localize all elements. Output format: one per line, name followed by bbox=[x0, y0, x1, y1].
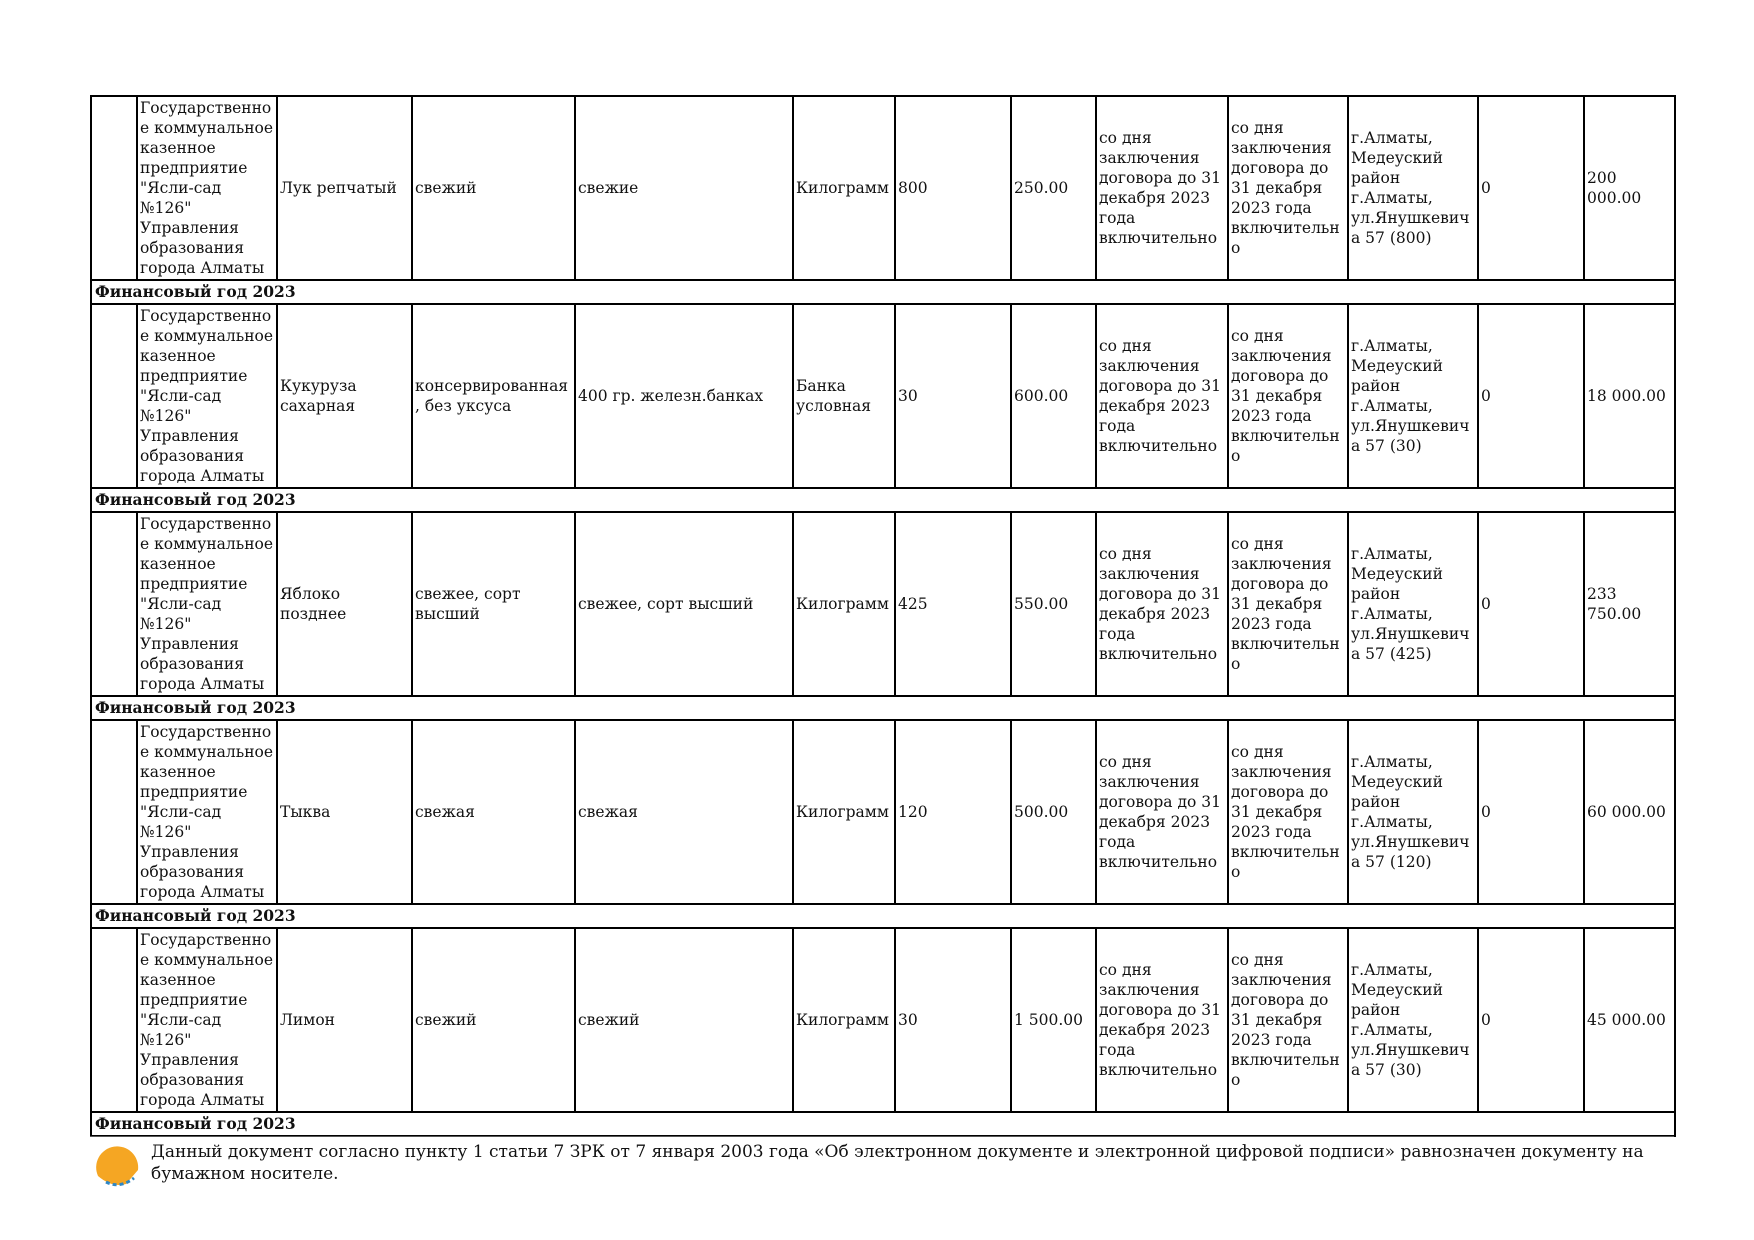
financial-year-label: Финансовый год 2023 bbox=[91, 1112, 1675, 1136]
customer-cell: Государственное коммунальное казенное предприятие "Ясли-сад №126" Управления образования города Алматы bbox=[137, 928, 277, 1112]
advance-cell: 0 bbox=[1478, 96, 1584, 280]
sum-cell: 60 000.00 bbox=[1584, 720, 1675, 904]
delivery-term-cell: со дня заключения договора до 31 декабря 2023 года включительно bbox=[1096, 96, 1228, 280]
delivery-term-cell: со дня заключения договора до 31 декабря 2023 года включительно bbox=[1096, 304, 1228, 488]
short-spec-cell: консервированная, без уксуса bbox=[412, 304, 575, 488]
full-spec-cell: свежие bbox=[575, 96, 793, 280]
table-body bbox=[91, 96, 1675, 1136]
short-spec-cell: свежий bbox=[412, 928, 575, 1112]
customer-cell: Государственное коммунальное казенное предприятие "Ясли-сад №126" Управления образования города Алматы bbox=[137, 96, 277, 280]
footer-divider bbox=[90, 1136, 1674, 1137]
unit-cell: Килограмм bbox=[793, 96, 895, 280]
sum-cell: 233 750.00 bbox=[1584, 512, 1675, 696]
price-cell: 1 500.00 bbox=[1011, 928, 1096, 1112]
table-row bbox=[91, 928, 1675, 1112]
short-spec-cell: свежая bbox=[412, 720, 575, 904]
item-name-cell: Тыква bbox=[277, 720, 412, 904]
sum-cell: 18 000.00 bbox=[1584, 304, 1675, 488]
delivery-place-cell: г.Алматы, Медеуский район г.Алматы, ул.Янушкевича 57 (30) bbox=[1348, 304, 1478, 488]
delivery-place-cell: г.Алматы, Медеуский район г.Алматы, ул.Янушкевича 57 (800) bbox=[1348, 96, 1478, 280]
contract-term-cell: со дня заключения договора до 31 декабря 2023 года включительно bbox=[1228, 96, 1348, 280]
item-name-cell: Лимон bbox=[277, 928, 412, 1112]
unit-cell: Килограмм bbox=[793, 720, 895, 904]
item-name-cell: Яблоко позднее bbox=[277, 512, 412, 696]
contract-term-cell: со дня заключения договора до 31 декабря 2023 года включительно bbox=[1228, 304, 1348, 488]
customer-cell: Государственное коммунальное казенное предприятие "Ясли-сад №126" Управления образования города Алматы bbox=[137, 720, 277, 904]
quantity-cell: 30 bbox=[895, 304, 1011, 488]
financial-year-label: Финансовый год 2023 bbox=[91, 696, 1675, 720]
financial-year-row bbox=[91, 488, 1675, 512]
row-index-cell bbox=[91, 512, 137, 696]
row-index-cell bbox=[91, 304, 137, 488]
financial-year-row bbox=[91, 904, 1675, 928]
advance-cell: 0 bbox=[1478, 512, 1584, 696]
sum-cell: 45 000.00 bbox=[1584, 928, 1675, 1112]
delivery-term-cell: со дня заключения договора до 31 декабря 2023 года включительно bbox=[1096, 512, 1228, 696]
row-index-cell bbox=[91, 928, 137, 1112]
item-name-cell: Лук репчатый bbox=[277, 96, 412, 280]
financial-year-label: Финансовый год 2023 bbox=[91, 488, 1675, 512]
contract-term-cell: со дня заключения договора до 31 декабря 2023 года включительно bbox=[1228, 720, 1348, 904]
delivery-place-cell: г.Алматы, Медеуский район г.Алматы, ул.Янушкевича 57 (425) bbox=[1348, 512, 1478, 696]
short-spec-cell: свежий bbox=[412, 96, 575, 280]
financial-year-label: Финансовый год 2023 bbox=[91, 904, 1675, 928]
financial-year-row bbox=[91, 1112, 1675, 1136]
procurement-table bbox=[90, 95, 1676, 1137]
unit-cell: Килограмм bbox=[793, 512, 895, 696]
price-cell: 250.00 bbox=[1011, 96, 1096, 280]
egov-sun-icon bbox=[92, 1140, 144, 1192]
delivery-term-cell: со дня заключения договора до 31 декабря 2023 года включительно bbox=[1096, 928, 1228, 1112]
short-spec-cell: свежее, сорт высший bbox=[412, 512, 575, 696]
advance-cell: 0 bbox=[1478, 720, 1584, 904]
table-row bbox=[91, 304, 1675, 488]
advance-cell: 0 bbox=[1478, 928, 1584, 1112]
quantity-cell: 800 bbox=[895, 96, 1011, 280]
customer-cell: Государственное коммунальное казенное предприятие "Ясли-сад №126" Управления образования города Алматы bbox=[137, 304, 277, 488]
table-row bbox=[91, 720, 1675, 904]
contract-term-cell: со дня заключения договора до 31 декабря 2023 года включительно bbox=[1228, 512, 1348, 696]
quantity-cell: 120 bbox=[895, 720, 1011, 904]
unit-cell: Банка условная bbox=[793, 304, 895, 488]
customer-cell: Государственное коммунальное казенное предприятие "Ясли-сад №126" Управления образования города Алматы bbox=[137, 512, 277, 696]
delivery-term-cell: со дня заключения договора до 31 декабря 2023 года включительно bbox=[1096, 720, 1228, 904]
table-row bbox=[91, 96, 1675, 280]
full-spec-cell: свежий bbox=[575, 928, 793, 1112]
quantity-cell: 30 bbox=[895, 928, 1011, 1112]
full-spec-cell: свежее, сорт высший bbox=[575, 512, 793, 696]
table-row bbox=[91, 512, 1675, 696]
footer-note: Данный документ согласно пункту 1 статьи 7 ЗРК от 7 января 2003 года «Об электронном документе и электронной цифровой подписи» равнозначен документу на бумажном носителе. bbox=[151, 1142, 1644, 1184]
delivery-place-cell: г.Алматы, Медеуский район г.Алматы, ул.Янушкевича 57 (30) bbox=[1348, 928, 1478, 1112]
sum-cell: 200 000.00 bbox=[1584, 96, 1675, 280]
item-name-cell: Кукуруза сахарная bbox=[277, 304, 412, 488]
delivery-place-cell: г.Алматы, Медеуский район г.Алматы, ул.Янушкевича 57 (120) bbox=[1348, 720, 1478, 904]
advance-cell: 0 bbox=[1478, 304, 1584, 488]
quantity-cell: 425 bbox=[895, 512, 1011, 696]
full-spec-cell: свежая bbox=[575, 720, 793, 904]
full-spec-cell: 400 гр. железн.банках bbox=[575, 304, 793, 488]
price-cell: 550.00 bbox=[1011, 512, 1096, 696]
financial-year-row bbox=[91, 696, 1675, 720]
row-index-cell bbox=[91, 720, 137, 904]
contract-term-cell: со дня заключения договора до 31 декабря 2023 года включительно bbox=[1228, 928, 1348, 1112]
price-cell: 500.00 bbox=[1011, 720, 1096, 904]
financial-year-row bbox=[91, 280, 1675, 304]
unit-cell: Килограмм bbox=[793, 928, 895, 1112]
price-cell: 600.00 bbox=[1011, 304, 1096, 488]
row-index-cell bbox=[91, 96, 137, 280]
financial-year-label: Финансовый год 2023 bbox=[91, 280, 1675, 304]
